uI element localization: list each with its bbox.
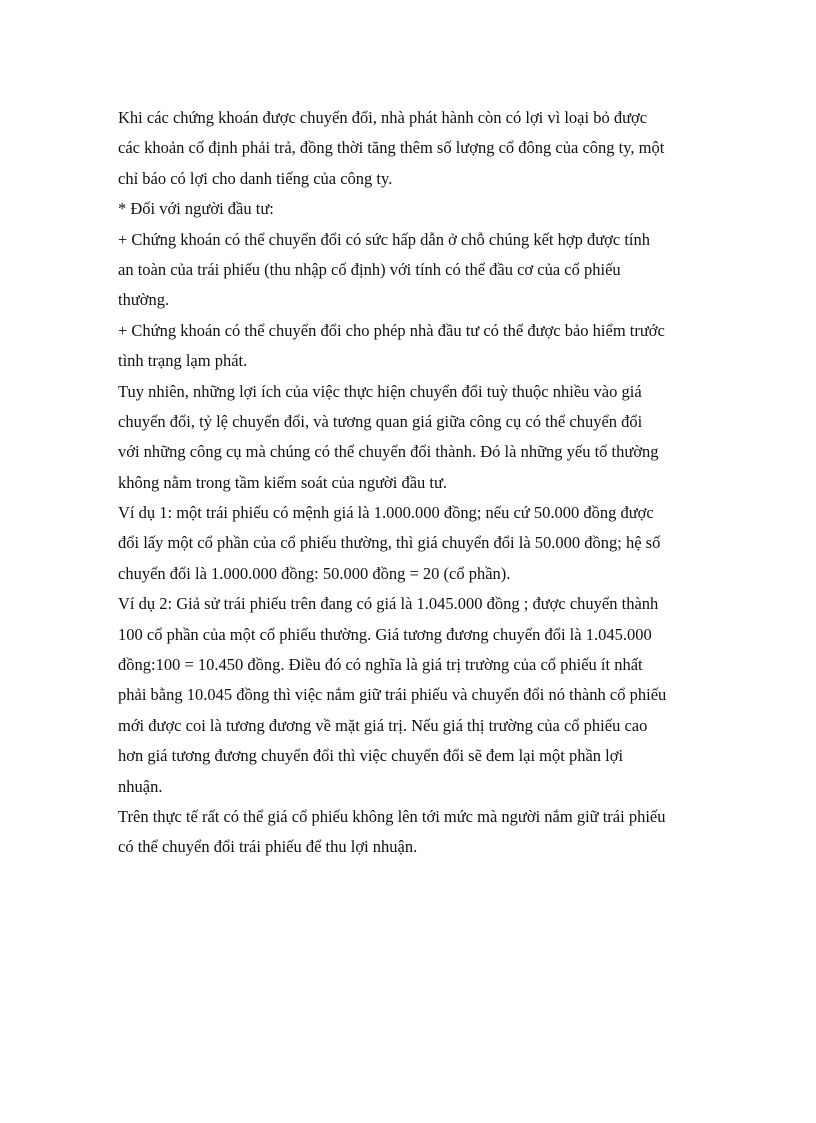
text-line: với những công cụ mà chúng có thể chuyển đổi thành. Đó là những yếu tố thường bbox=[118, 442, 659, 462]
text-line: có thể chuyển đổi trái phiếu để thu lợi nhuận. bbox=[118, 837, 418, 857]
text-line: chuyển đổi, tỷ lệ chuyển đổi, và tương quan giá giữa công cụ có thể chuyển đổi bbox=[118, 411, 643, 431]
section-heading-investor: * Đối với người đầu tư: bbox=[118, 199, 274, 219]
example-2-line: đồng:100 = 10.450 đồng. Điều đó có nghĩa là giá trị trường của cổ phiếu ít nhất bbox=[118, 655, 643, 675]
example-2-line: phải bằng 10.045 đồng thì việc nắm giữ trái phiếu và chuyển đổi nó thành cổ phiếu bbox=[118, 685, 667, 705]
text-line: chỉ báo có lợi cho danh tiếng của công ty. bbox=[118, 168, 393, 188]
example-2-line: hơn giá tương đương chuyển đổi thì việc chuyển đổi sẽ đem lại một phần lợi bbox=[118, 746, 624, 766]
example-2-line: Ví dụ 2: Giả sử trái phiếu trên đang có giá là 1.045.000 đồng ; được chuyển thành bbox=[118, 594, 659, 614]
document-body bbox=[118, 103, 708, 863]
text-line: + Chứng khoán có thể chuyển đổi có sức hấp dẫn ở chỗ chúng kết hợp được tính bbox=[118, 229, 650, 249]
example-1-line: đổi lấy một cổ phần của cổ phiếu thường, thì giá chuyển đổi là 50.000 đồng; hệ số bbox=[118, 533, 661, 553]
text-line: Tuy nhiên, những lợi ích của việc thực hiện chuyển đổi tuỳ thuộc nhiều vào giá bbox=[118, 381, 642, 401]
example-2-line: 100 cổ phần của một cổ phiếu thường. Giá tương đương chuyển đổi là 1.045.000 bbox=[118, 624, 652, 644]
text-line: thường. bbox=[118, 290, 170, 310]
text-line: Trên thực tế rất có thể giá cổ phiếu không lên tới mức mà người nắm giữ trái phiếu bbox=[118, 806, 666, 826]
text-line: không nằm trong tầm kiểm soát của người đầu tư. bbox=[118, 472, 448, 492]
example-2-line: mới được coi là tương đương về mặt giá trị. Nếu giá thị trường của cổ phiếu cao bbox=[118, 715, 648, 735]
text-line: Khi các chứng khoán được chuyển đổi, nhà phát hành còn có lợi vì loại bỏ được bbox=[118, 108, 648, 127]
example-1-line: Ví dụ 1: một trái phiếu có mệnh giá là 1.000.000 đồng; nếu cứ 50.000 đồng được bbox=[118, 503, 654, 523]
text-line: tình trạng lạm phát. bbox=[118, 351, 248, 371]
example-1-line: chuyển đổi là 1.000.000 đồng: 50.000 đồng = 20 (cổ phần). bbox=[118, 563, 511, 583]
text-line: các khoản cố định phải trả, đồng thời tăng thêm số lượng cổ đông của công ty, một bbox=[118, 138, 665, 158]
example-2-line: nhuận. bbox=[118, 776, 163, 796]
text-line: an toàn của trái phiếu (thu nhập cố định) với tính có thể đầu cơ của cổ phiếu bbox=[118, 259, 621, 279]
text-line: + Chứng khoán có thể chuyển đổi cho phép nhà đầu tư có thể được bảo hiểm trước bbox=[118, 320, 665, 340]
